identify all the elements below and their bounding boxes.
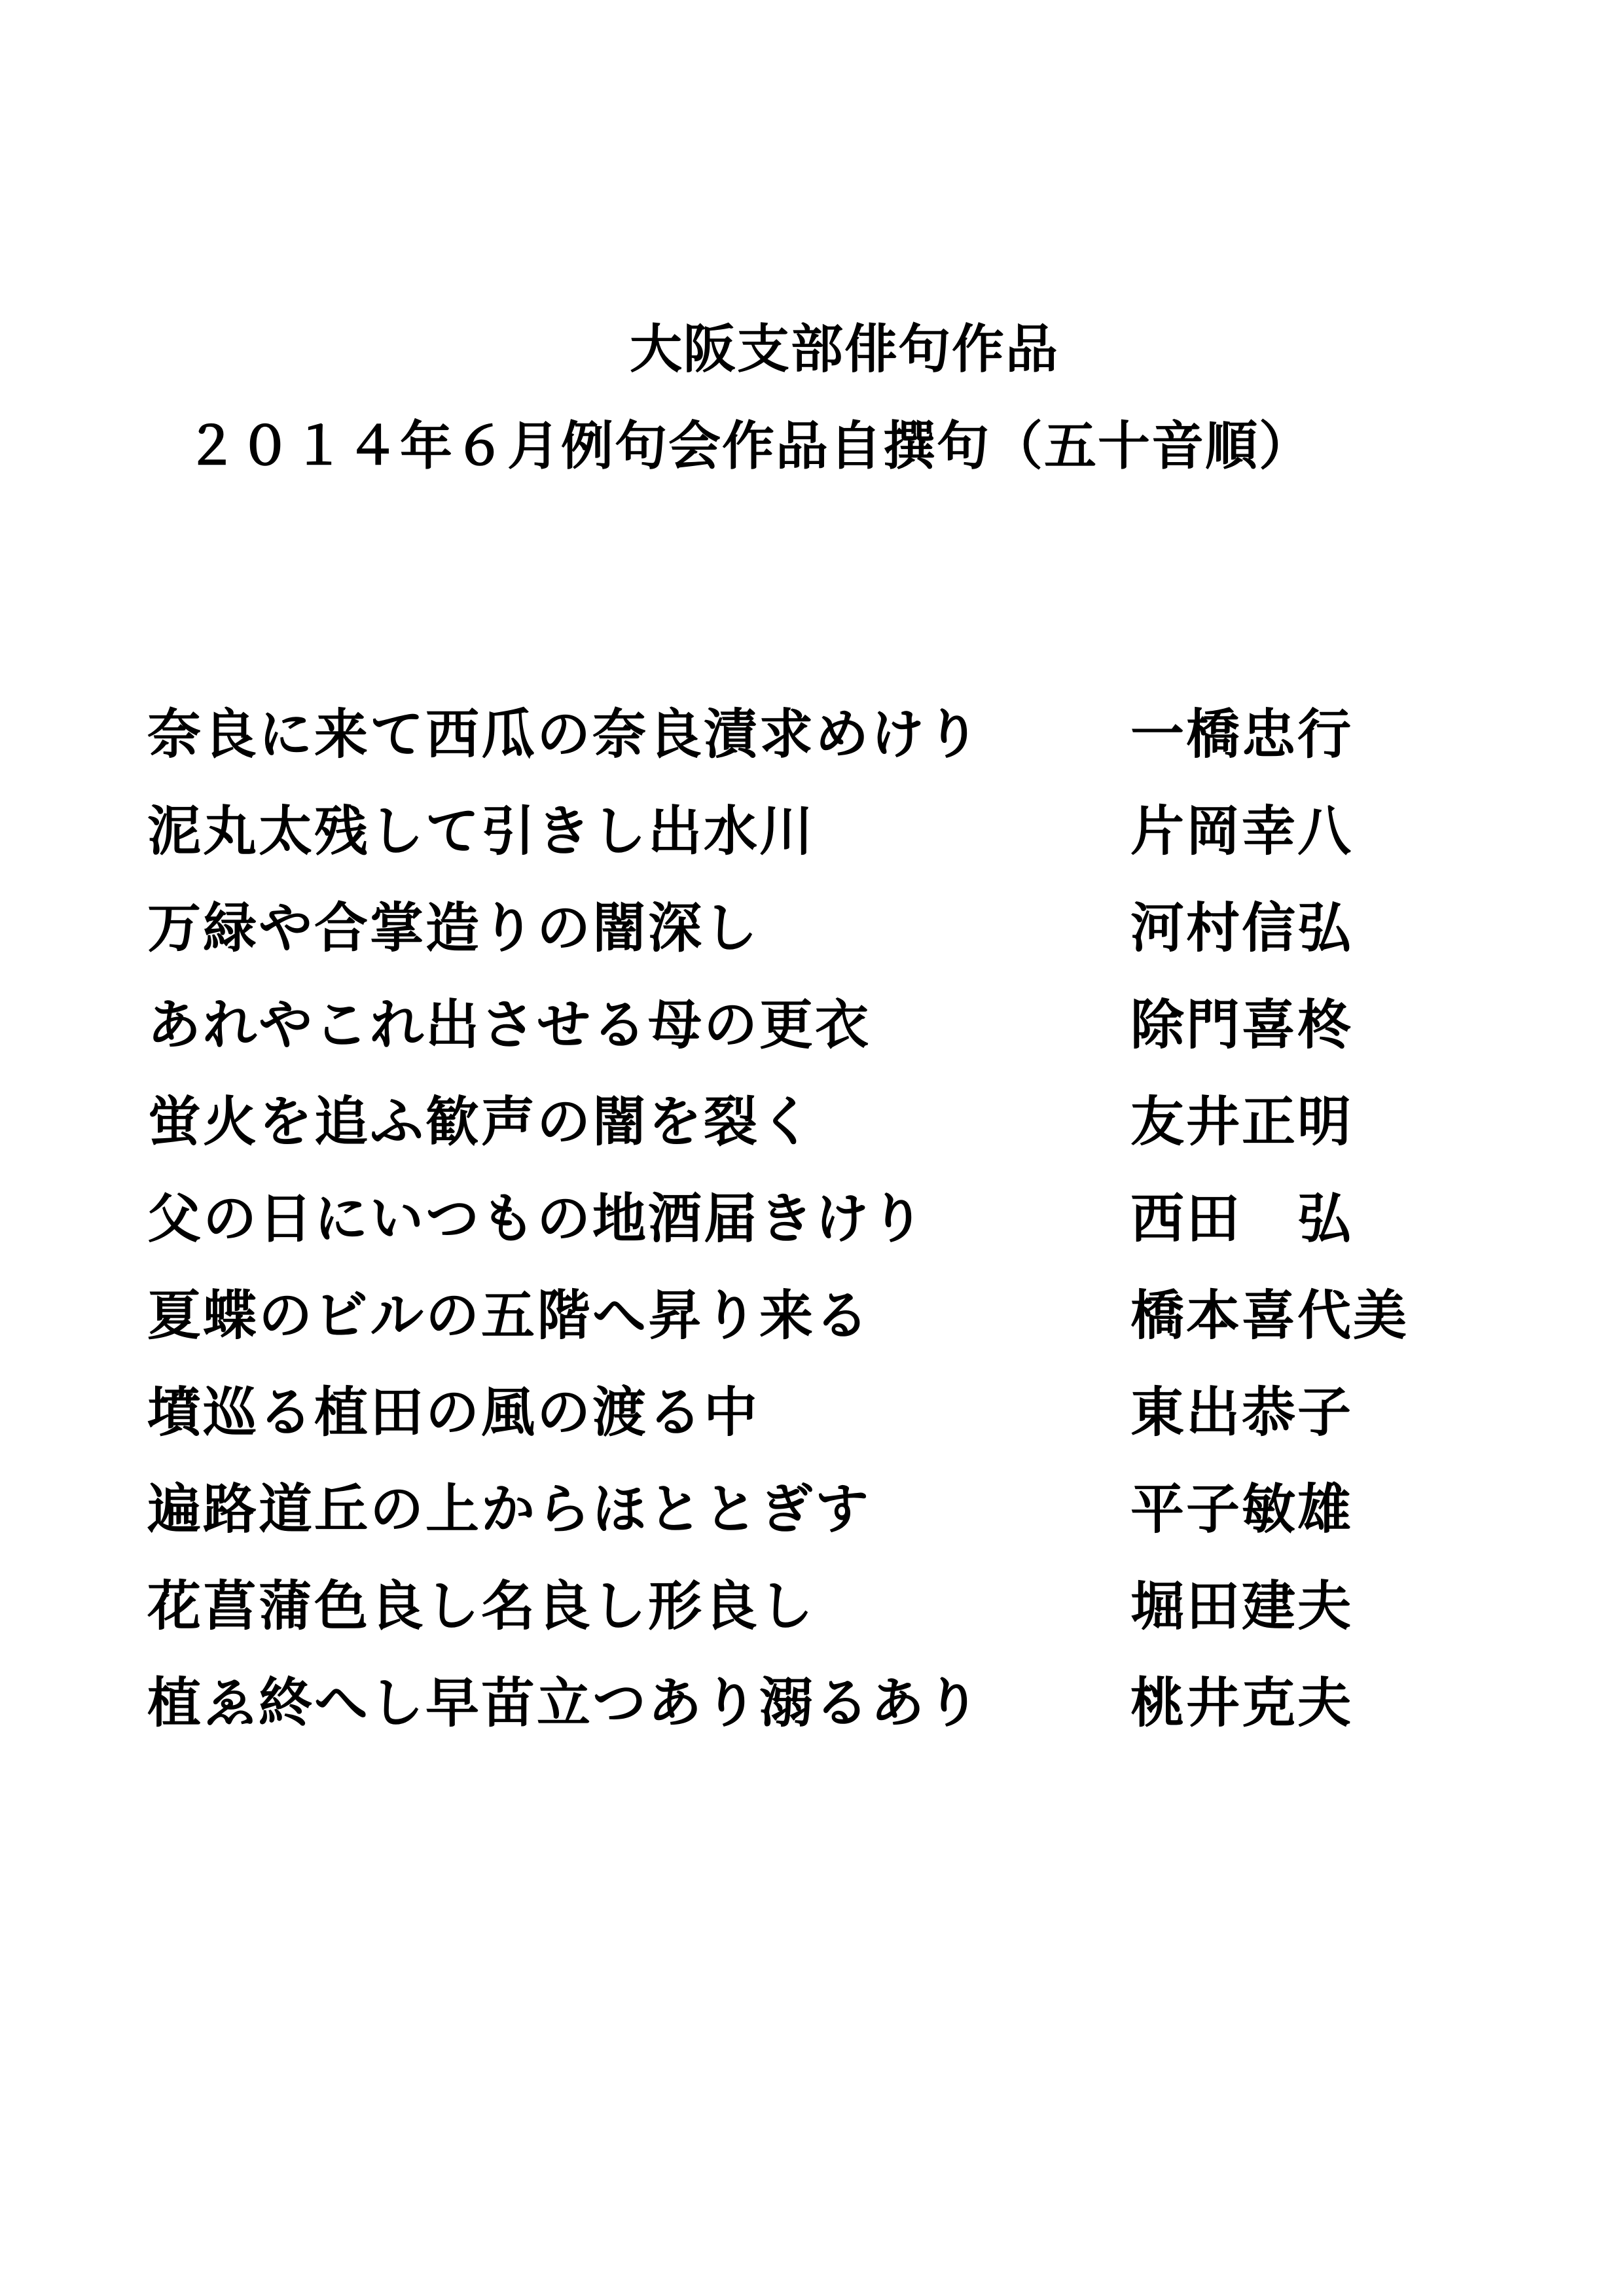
haiku-author: 除門喜柊 [1130, 994, 1354, 1056]
haiku-author: 友井正明 [1130, 1090, 1354, 1153]
haiku-text: あれやこれ出させる母の更衣 [147, 994, 871, 1056]
haiku-row [147, 889, 1522, 986]
haiku-row [147, 1180, 1522, 1277]
haiku-row [147, 1568, 1522, 1664]
document-title: 大阪支部俳句作品 [630, 318, 1059, 380]
haiku-text: 墳巡る植田の風の渡る中 [147, 1381, 760, 1444]
haiku-text: 父の日にいつもの地酒届きけり [147, 1187, 927, 1250]
document-subtitle: ２０１４年６月例句会作品自撰句（五十音順） [185, 415, 1312, 476]
haiku-row [147, 793, 1522, 889]
haiku-text: 蛍火を追ふ歓声の闇を裂く [147, 1090, 816, 1153]
haiku-text: 夏蝶のビルの五階へ昇り来る [147, 1284, 871, 1347]
haiku-row [147, 1374, 1522, 1471]
haiku-row [147, 1471, 1522, 1568]
haiku-author: 一橋忠行 [1130, 703, 1354, 766]
haiku-text: 遍路道丘の上からほととぎす [147, 1478, 871, 1541]
haiku-row [147, 1664, 1522, 1761]
haiku-row [147, 1083, 1522, 1180]
haiku-text: 植ゑ終へし早苗立つあり溺るあり [147, 1672, 983, 1734]
haiku-row [147, 696, 1522, 793]
haiku-author: 橋本喜代美 [1130, 1284, 1409, 1347]
haiku-author: 片岡幸八 [1130, 800, 1354, 863]
haiku-author: 東出恭子 [1130, 1381, 1354, 1444]
haiku-row [147, 986, 1522, 1083]
haiku-text: 奈良に来て西瓜の奈良漬求めけり [147, 703, 983, 766]
haiku-list [147, 696, 1522, 1761]
haiku-author: 西田 弘 [1130, 1187, 1354, 1250]
haiku-text: 花菖蒲色良し名良し形良し [147, 1575, 816, 1638]
haiku-row [147, 1277, 1522, 1374]
haiku-text: 万緑や合掌造りの闇深し [147, 897, 760, 960]
haiku-author: 桃井克夫 [1130, 1672, 1354, 1734]
haiku-author: 平子敏雄 [1130, 1478, 1354, 1541]
haiku-author: 堀田建夫 [1130, 1575, 1354, 1638]
haiku-text: 泥丸太残して引きし出水川 [147, 800, 816, 863]
haiku-author: 河村信弘 [1130, 897, 1354, 960]
